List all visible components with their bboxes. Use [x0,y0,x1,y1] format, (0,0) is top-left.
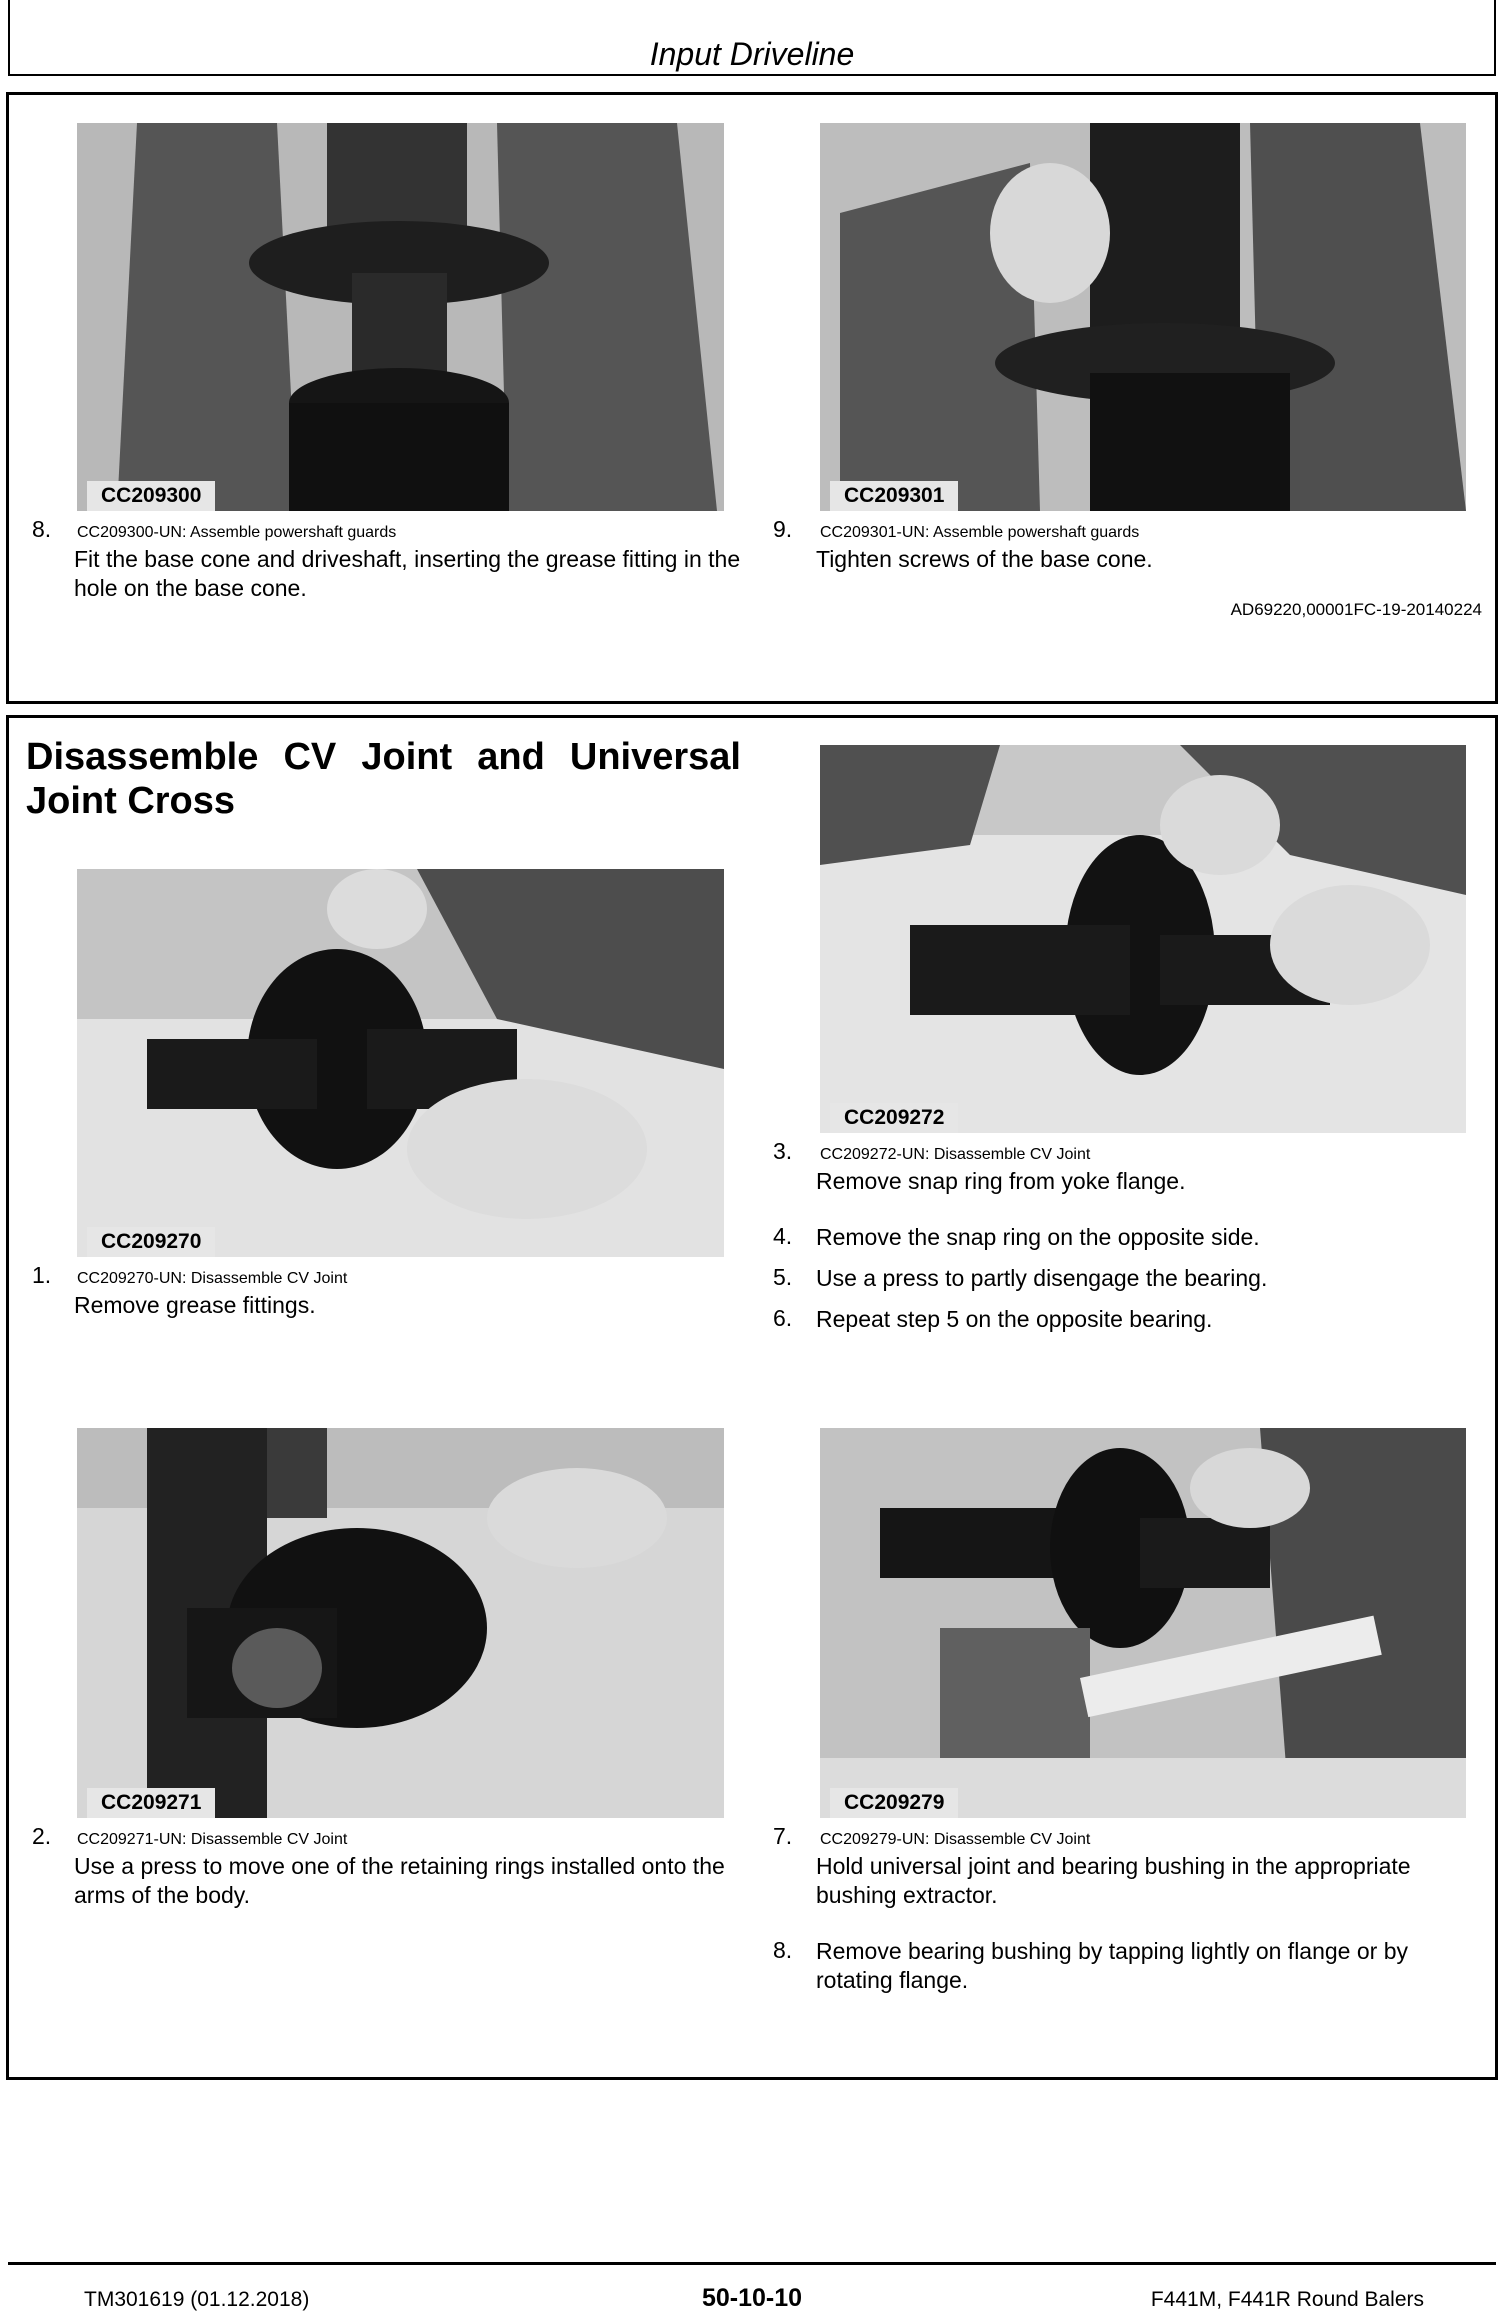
step-text: Remove snap ring from yoke flange. [816,1168,1186,1194]
step-text: Remove grease fittings. [74,1292,316,1318]
step-number: 3. [773,1138,793,1164]
step-number: 7. [773,1823,793,1849]
photo-illustration [820,745,1466,1133]
photo-cc209271 [77,1428,724,1818]
step-text: Tighten screws of the base cone. [816,546,1153,572]
photo-code-label: CC209301 [830,481,958,511]
page-header-title: Input Driveline [649,36,855,72]
photo-code-label: CC209300 [87,481,215,511]
reference-id: AD69220,00001FC-19-20140224 [1230,600,1482,619]
text-step [773,1305,1473,1346]
figure-caption: CC209301-UN: Assemble powershaft guards [820,524,1140,541]
step-text: Remove the snap ring on the opposite side. [816,1224,1260,1250]
photo-code-label: CC209270 [87,1227,215,1257]
step-text: Remove bearing bushing by tapping lightly on flange or by rotating flange. [816,1938,1408,1993]
photo-cc209270 [77,869,724,1257]
footer-manual-id: TM301619 (01.12.2018) [84,2288,310,2311]
footer-page-number: 50-10-10 [701,2284,803,2312]
photo-cc209272 [820,745,1466,1133]
photo-illustration [820,123,1466,511]
section-title-wrapper [26,735,741,823]
step-number: 6. [773,1305,793,1331]
figure-caption: CC209279-UN: Disassemble CV Joint [820,1831,1091,1848]
step-text: Use a press to move one of the retaining rings installed onto the arms of the body. [74,1853,725,1908]
step-number: 1. [32,1262,52,1288]
step-number: 9. [773,516,793,542]
figure-caption: CC209270-UN: Disassemble CV Joint [77,1270,348,1287]
step-text: Hold universal joint and bearing bushing in the appropriate bushing extractor. [816,1853,1411,1908]
photo-code-label: CC209272 [830,1103,958,1133]
step-number: 8. [32,516,52,542]
step-text: Use a press to partly disengage the bearing. [816,1265,1268,1291]
figure-caption: CC209300-UN: Assemble powershaft guards [77,524,397,541]
photo-illustration [77,869,724,1257]
step-number: 5. [773,1264,793,1290]
step-number: 8. [773,1937,793,1963]
photo-illustration [77,1428,724,1818]
photo-code-label: CC209271 [87,1788,215,1818]
photo-code-label: CC209279 [830,1788,958,1818]
step-text: Repeat step 5 on the opposite bearing. [816,1306,1213,1332]
photo-cc209279 [820,1428,1466,1818]
photo-illustration [820,1428,1466,1818]
figure-caption: CC209271-UN: Disassemble CV Joint [77,1831,348,1848]
step-number: 4. [773,1223,793,1249]
step-text: Fit the base cone and driveshaft, inserting the grease fitting in the hole on the base cone. [74,546,741,601]
text-steps-list [773,1223,1473,1346]
footer-rule [8,2262,1496,2265]
photo-cc209300 [77,123,724,511]
section-title: Disassemble CV Joint and Universal Joint Cross [26,736,741,822]
photo-cc209301 [820,123,1466,511]
footer-product: F441M, F441R Round Balers [1150,2288,1424,2311]
text-step [773,1264,1473,1305]
text-step [773,1223,1473,1264]
step-number: 2. [32,1823,52,1849]
photo-illustration [77,123,724,511]
figure-caption: CC209272-UN: Disassemble CV Joint [820,1146,1091,1163]
